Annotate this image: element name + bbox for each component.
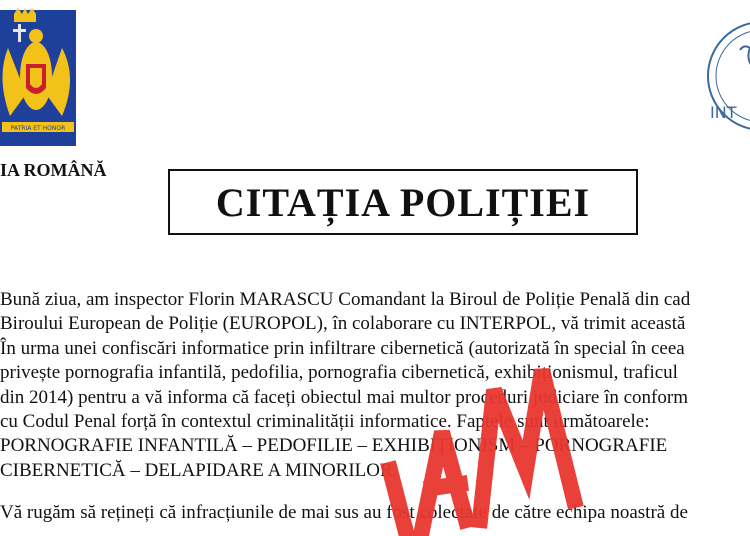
document-title: CITAȚIA POLIȚIEI (215, 179, 591, 225)
title-box (168, 169, 638, 235)
body-line: PORNOGRAFIE INFANTILĂ – PEDOFILIE – EXHIBIȚIONISM – PORNOGRAFIE (0, 435, 668, 456)
svg-text:INT: INT (710, 103, 737, 122)
interpol-seal-icon (706, 14, 750, 144)
scam-stamp-icon (330, 350, 590, 536)
romanian-coat-of-arms-icon (0, 8, 76, 148)
body-line: Vă rugăm să rețineți că infracțiunile de mai sus au fost colectate de către echipa noastră de (0, 502, 688, 523)
body-line: din 2014) pentru a vă informa că faceți obiectul mai multor proceduri judiciare în conform (0, 387, 688, 408)
body-line: Bună ziua, am inspector Florin MARASCU Comandant la Biroul de Poliție Penală din cad (0, 289, 691, 310)
body-line: privește pornografia infantilă, pedofilia, pornografia cibernetică, exhibiționismul, traficul (0, 362, 678, 383)
svg-text:PATRIA ET HONOR: PATRIA ET HONOR (10, 125, 66, 132)
body-line: Biroului European de Poliție (EUROPOL), în colaborare cu INTERPOL, vă trimit această (0, 313, 686, 334)
body-line: cu Codul Penal forță în contextul criminalității informatice. Faptele sunt următoarele: (0, 411, 650, 432)
body-line: În urma unei confiscări informatice prin infiltrare cibernetică (autorizată în special în ceea (0, 338, 685, 359)
body-line: CIBERNETICĂ – DELAPIDARE A MINORILOR. (0, 460, 398, 481)
agency-name: IA ROMÂNĂ (0, 160, 107, 180)
